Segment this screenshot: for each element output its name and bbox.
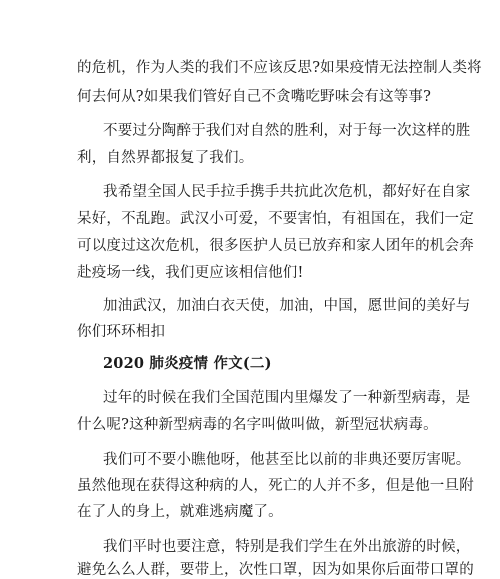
paragraph-3-line-3: 可以度过这次危机，很多医护人员已放弃和家人团年的机会奔 xyxy=(77,238,474,254)
section-paragraph-1-line-1: 过年的时候在我们全国范围内里爆发了一种新型病毒，是 xyxy=(103,390,471,406)
paragraph-3-line-4: 赴疫场一线，我们更应该相信他们! xyxy=(77,265,304,281)
paragraph-3-line-2: 呆好，不乱跑。武汉小可爱，不要害怕，有祖国在，我们一定 xyxy=(77,211,474,227)
section-paragraph-3-line-2: 避免么么人群，要带上，次性口罩，因为如果你后面带口罩的 xyxy=(77,562,474,578)
section-paragraph-2-line-1: 我们可不要小瞧他呀，他甚至比以前的非典还要厉害呢。 xyxy=(103,452,471,468)
paragraph-2-line-1: 不要过分陶醉于我们对自然的胜利，对于每一次这样的胜 xyxy=(103,123,471,139)
paragraph-1-line-1: 的危机，作为人类的我们不应该反思?如果疫情无法控制人类将 xyxy=(77,60,482,76)
paragraph-4-line-2: 你们环环相扣 xyxy=(77,324,166,340)
paragraph-3-line-1: 我希望全国人民手拉手携手共抗此次危机，都好好在自家 xyxy=(103,184,471,200)
section-paragraph-1-line-2: 什么呢?这种新型病毒的名字叫做叫做，新型冠状病毒。 xyxy=(77,417,438,433)
paragraph-4-line-1: 加油武汉，加油白衣天使，加油，中国，愿世间的美好与 xyxy=(103,298,471,314)
section-heading: 2020 肺炎疫情 作文(二) xyxy=(103,355,272,372)
paragraph-2-line-2: 利，自然界都报复了我们。 xyxy=(77,150,254,166)
section-paragraph-3-line-1: 我们平时也要注意，特别是我们学生在外出旅游的时候， xyxy=(103,539,471,555)
paragraph-1-line-2: 何去何从?如果我们管好自己不贪嘴吃野味会有这等事? xyxy=(77,89,432,105)
section-paragraph-2-line-3: 在了人的身上，就难逃病魔了。 xyxy=(77,504,283,520)
section-paragraph-2-line-2: 虽然他现在获得这种病的人，死亡的人并不多，但是他一旦附 xyxy=(77,478,474,494)
